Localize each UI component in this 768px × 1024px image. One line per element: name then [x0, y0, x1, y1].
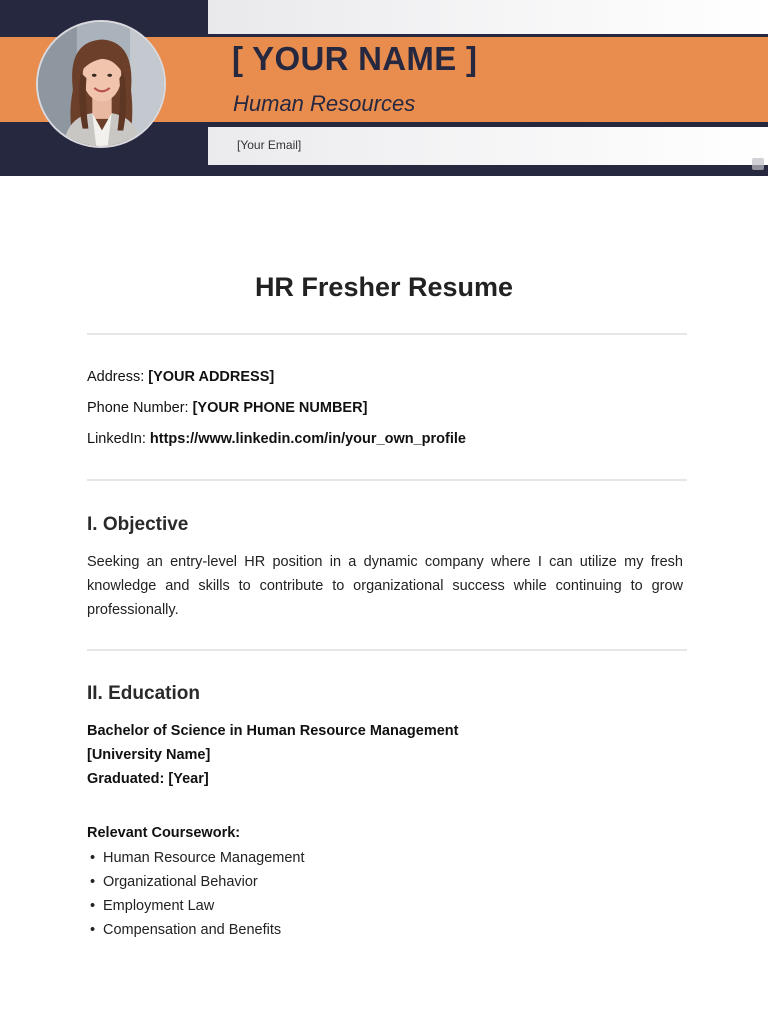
phone-label: Phone Number:: [87, 400, 189, 416]
address-line: [87, 369, 274, 385]
coursework-label: Relevant Coursework:: [87, 825, 241, 841]
divider: [87, 649, 687, 651]
coursework-item: Organizational Behavior: [103, 874, 258, 890]
education-heading: II. Education: [87, 683, 200, 704]
university: [University Name]: [87, 747, 211, 763]
linkedin-line: [87, 431, 466, 447]
address-value: [YOUR ADDRESS]: [148, 369, 275, 385]
objective-text: Seeking an entry-level HR position in a dynamic company where I can utilize my fresh knowledge and skills to contribute to organizational success while continuing to grow professionally.: [87, 554, 683, 618]
list-item: • Organizational Behavior: [90, 874, 258, 890]
linkedin-label: LinkedIn:: [87, 431, 146, 447]
phone-value: [YOUR PHONE NUMBER]: [192, 400, 368, 416]
resume-header: [0, 0, 768, 176]
candidate-name: [ YOUR NAME ]: [232, 40, 478, 77]
graduation-year: Graduated: [Year]: [87, 771, 209, 787]
divider: [87, 479, 687, 481]
objective-heading: I. Objective: [87, 514, 189, 535]
phone-line: [87, 400, 367, 416]
divider: [87, 333, 687, 335]
corner-mark-icon: [752, 158, 764, 170]
address-label: Address:: [87, 369, 145, 385]
list-item: • Compensation and Benefits: [90, 922, 282, 938]
document-title: HR Fresher Resume: [254, 272, 514, 302]
header-top-strip: [208, 0, 768, 34]
coursework-item: Compensation and Benefits: [103, 922, 282, 938]
coursework-item: Human Resource Management: [103, 850, 305, 866]
candidate-role: Human Resources: [233, 91, 416, 116]
linkedin-link[interactable]: https://www.linkedin.com/in/your_own_profile: [149, 431, 466, 447]
degree: Bachelor of Science in Human Resource Management: [87, 723, 459, 739]
list-item: • Employment Law: [90, 898, 215, 914]
coursework-list: [90, 846, 305, 942]
list-item: • Human Resource Management: [90, 850, 305, 866]
coursework-item: Employment Law: [103, 898, 215, 914]
candidate-email: [Your Email]: [237, 138, 302, 152]
profile-photo-image: [38, 22, 164, 146]
profile-photo: [36, 20, 166, 148]
